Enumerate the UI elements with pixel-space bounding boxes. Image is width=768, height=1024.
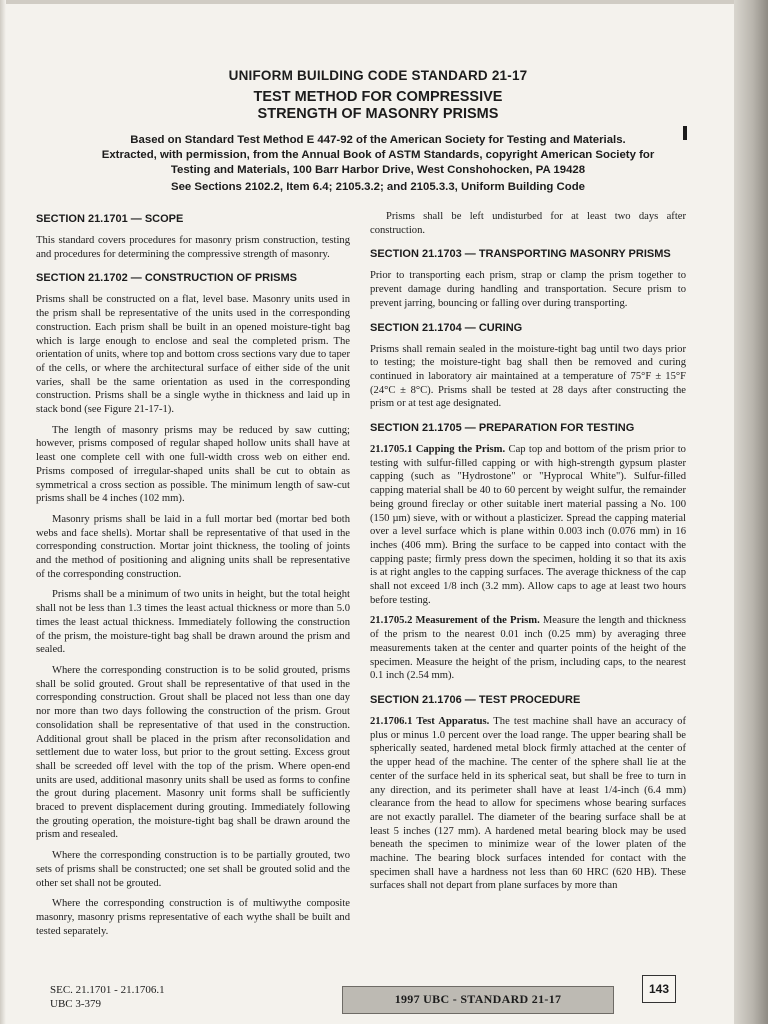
- right-column: [370, 210, 686, 900]
- section-heading-1701: SECTION 21.1701 — SCOPE: [36, 213, 184, 225]
- subsection-lead: 21.1705.2 Measurement of the Prism.: [370, 615, 540, 627]
- subsection-text: Cap top and bottom of the prism prior to testing with sulfur-filled capping or with high-strength gypsum plaster capping (such as "Hydrostone" or "Hyprocal White"). Sulfur-filled capping material shall be 40 to 60 percent by weight sulfur, the remainder being ground fireclay or other suitable inert material passing a No. 100 (150 µm) sieve, with or without a plasticizer. Spread the capping material over a level surface which is plane within 0.003 inch (0.076 mm) in 16 inches (406 mm). Bring the surface to be capped into contact with the capping paste; firmly press down the specimen, holding it so that its axis is at right angles to the capping surfaces. The average thickness of the cap shall not exceed 1/8 inch (3.2 mm). Allow caps to age at least two hours before testing.: [370, 444, 686, 606]
- paragraph: This standard covers procedures for masonry prism construction, testing and procedures for determining the compressive strength of masonry.: [36, 235, 350, 260]
- source-note: [40, 133, 716, 178]
- source-line-1: Based on Standard Test Method E 447-92 of the American Society for Testing and Materials.: [130, 134, 626, 146]
- section-heading-1705: SECTION 21.1705 — PREPARATION FOR TESTING: [370, 422, 635, 435]
- paragraph: [370, 614, 686, 683]
- paragraph: Where the corresponding construction is to be solid grouted, prisms shall be solid grouted. Grout shall be representative of that used in the corresponding construction. Grout shall be placed not less than one day nor more than two days following the construction of the prism. Grout consolidation shall be representative of that used in the construction. Additional grout shall be placed in the prism after reconsolidation and settlement due to water loss, but prior to the grout setting. Excess grout shall be screeded off level with the top of the prism. Where open-end units are used, additional masonry units shall be used as forms to confine the grout during placement. Masonry unit forms shall be sufficiently braced to prevent displacement during grouting. Immediately following the grouting operation, the moisture-tight bag shall be drawn around the prism and resealed.: [36, 664, 350, 841]
- paragraph: Prisms shall remain sealed in the moisture-tight bag until two days prior to testing; the moisture-tight bag shall then be removed and curing continued in laboratory air maintained at a temperature of 75°F ± 15°F (24°C ± 8°C). Prisms shall be tested at 28 days after constructing the prism or at test age designated.: [370, 343, 686, 410]
- page-top-edge: [0, 0, 740, 4]
- page-number: 143: [642, 975, 676, 1003]
- section-heading-1704: SECTION 21.1704 — CURING: [370, 321, 523, 334]
- book-binding: [734, 0, 768, 1024]
- source-line-2: Extracted, with permission, from the Annual Book of ASTM Standards, copyright American Society for: [101, 149, 655, 161]
- footer-ubc-ref: UBC 3-379: [50, 998, 102, 1010]
- paragraph: Prisms shall be constructed on a flat, level base. Masonry units used in the prism shall be representative of the units used in the corresponding construction. Each prism shall be built in an opened moisture-tight bag which is large enough to enclose and seal the completed prism. The orientation of units, where top and bottom cross sections vary due to taper of the cells, or where the architectural surface of either side of the unit varies, shall be the same orientation as used in the corresponding construction. Prisms shall be a single wythe in thickness and laid up in stack bond (see Figure 21-17-1).: [36, 294, 350, 416]
- subsection-lead: 21.1706.1 Test Apparatus.: [370, 715, 490, 727]
- section-heading-1706: SECTION 21.1706 — TEST PROCEDURE: [370, 693, 581, 706]
- paragraph: Prisms shall be a minimum of two units in height, but the total height shall not be less than 1.3 times the least actual thickness or more than 5.0 times the least actual thickness. Immediately following the construction of the prism, the moisture-tight bag shall be drawn around the prism and sealed.: [36, 589, 350, 656]
- footer-section-range: [50, 983, 165, 1011]
- page-left-edge: [0, 0, 6, 1024]
- title-line-1: TEST METHOD FOR COMPRESSIVE: [253, 89, 503, 105]
- subsection-text: Measure the length and thickness of the prism to the nearest 0.01 inch (0.25 mm) by averaging three measurements taken at the center and quarter points of the height of the specimen. Measure the height of the prism, including caps, to the nearest 0.1 inch (2.54 mm).: [370, 615, 686, 682]
- paragraph: The length of masonry prisms may be reduced by saw cutting; however, prisms composed of regular shaped hollow units shall have at least one complete cell with one full-width cross web on either end. Prisms composed of irregular-shaped units shall be cut to obtain as symmetrical a cross section as possible. The minimum length of saw-cut prisms shall be 4 inches (102 mm).: [36, 424, 350, 505]
- left-column: [36, 212, 350, 945]
- paragraph: Where the corresponding construction is to be partially grouted, two sets of prisms shall be constructed; one set shall be grouted solid and the other set shall not be grouted.: [36, 850, 350, 889]
- standard-heading: UNIFORM BUILDING CODE STANDARD 21-17: [228, 68, 528, 83]
- see-sections: See Sections 2102.2, Item 6.4; 2105.3.2; and 2105.3.3, Uniform Building Code: [170, 181, 586, 193]
- paragraph: Where the corresponding construction is of multiwythe composite masonry, masonry prisms representative of each wythe shall be built and tested separately.: [36, 898, 350, 937]
- paragraph: Masonry prisms shall be laid in a full mortar bed (mortar bed both webs and face shells). Mortar shall be representative of that used in the corresponding construction. Mortar joint thickness, the tooling of joints and the method of positioning and aligning units shall be representative of the corresponding construction.: [36, 513, 350, 580]
- paragraph: Prisms shall be left undisturbed for at least two days after construction.: [370, 211, 686, 236]
- change-marker: [683, 126, 687, 140]
- section-heading-1703: SECTION 21.1703 — TRANSPORTING MASONRY PRISMS: [370, 248, 671, 261]
- section-heading-1702: SECTION 21.1702 — CONSTRUCTION OF PRISMS: [36, 272, 297, 285]
- source-line-3: Testing and Materials, 100 Barr Harbor Drive, West Conshohocken, PA 19428: [170, 164, 586, 176]
- paragraph: Prior to transporting each prism, strap or clamp the prism together to prevent damage during handling and transportation. Secure prism to prevent jarring, bouncing or falling over during transporting.: [370, 270, 686, 309]
- subsection-text: The test machine shall have an accuracy of plus or minus 1.0 percent over the load range. The upper bearing shall be spherically seated, hardened metal block firmly attached at the center of the upper head of the machine. The center of the sphere shall lie at the center of the surface held in its spherical seat, but shall be free to turn in any direction, and its perimeter shall have at least 1/4-inch (6.4 mm) clearance from the head to allow for specimens whose bearing surfaces are not exactly parallel. The diameter of the bearing surface shall be at least 5 inches (127 mm). A hardened metal bearing block may be used beneath the specimen to minimize wear of the lower platen of the machine. The bearing block surfaces intended for contact with the specimen shall have a hardness not less than 60 HRC (620 HB). These surfaces shall not depart from plane surfaces by more than: [370, 715, 686, 892]
- paragraph: [370, 443, 686, 607]
- footer-sections: SEC. 21.1701 - 21.1706.1: [50, 984, 165, 996]
- paragraph: [370, 715, 686, 893]
- document-title: [40, 89, 716, 123]
- title-line-2: STRENGTH OF MASONRY PRISMS: [257, 106, 499, 122]
- footer-banner-text: 1997 UBC - STANDARD 21-17: [394, 992, 562, 1006]
- subsection-lead: 21.1705.1 Capping the Prism.: [370, 444, 506, 456]
- footer-banner: [342, 986, 614, 1014]
